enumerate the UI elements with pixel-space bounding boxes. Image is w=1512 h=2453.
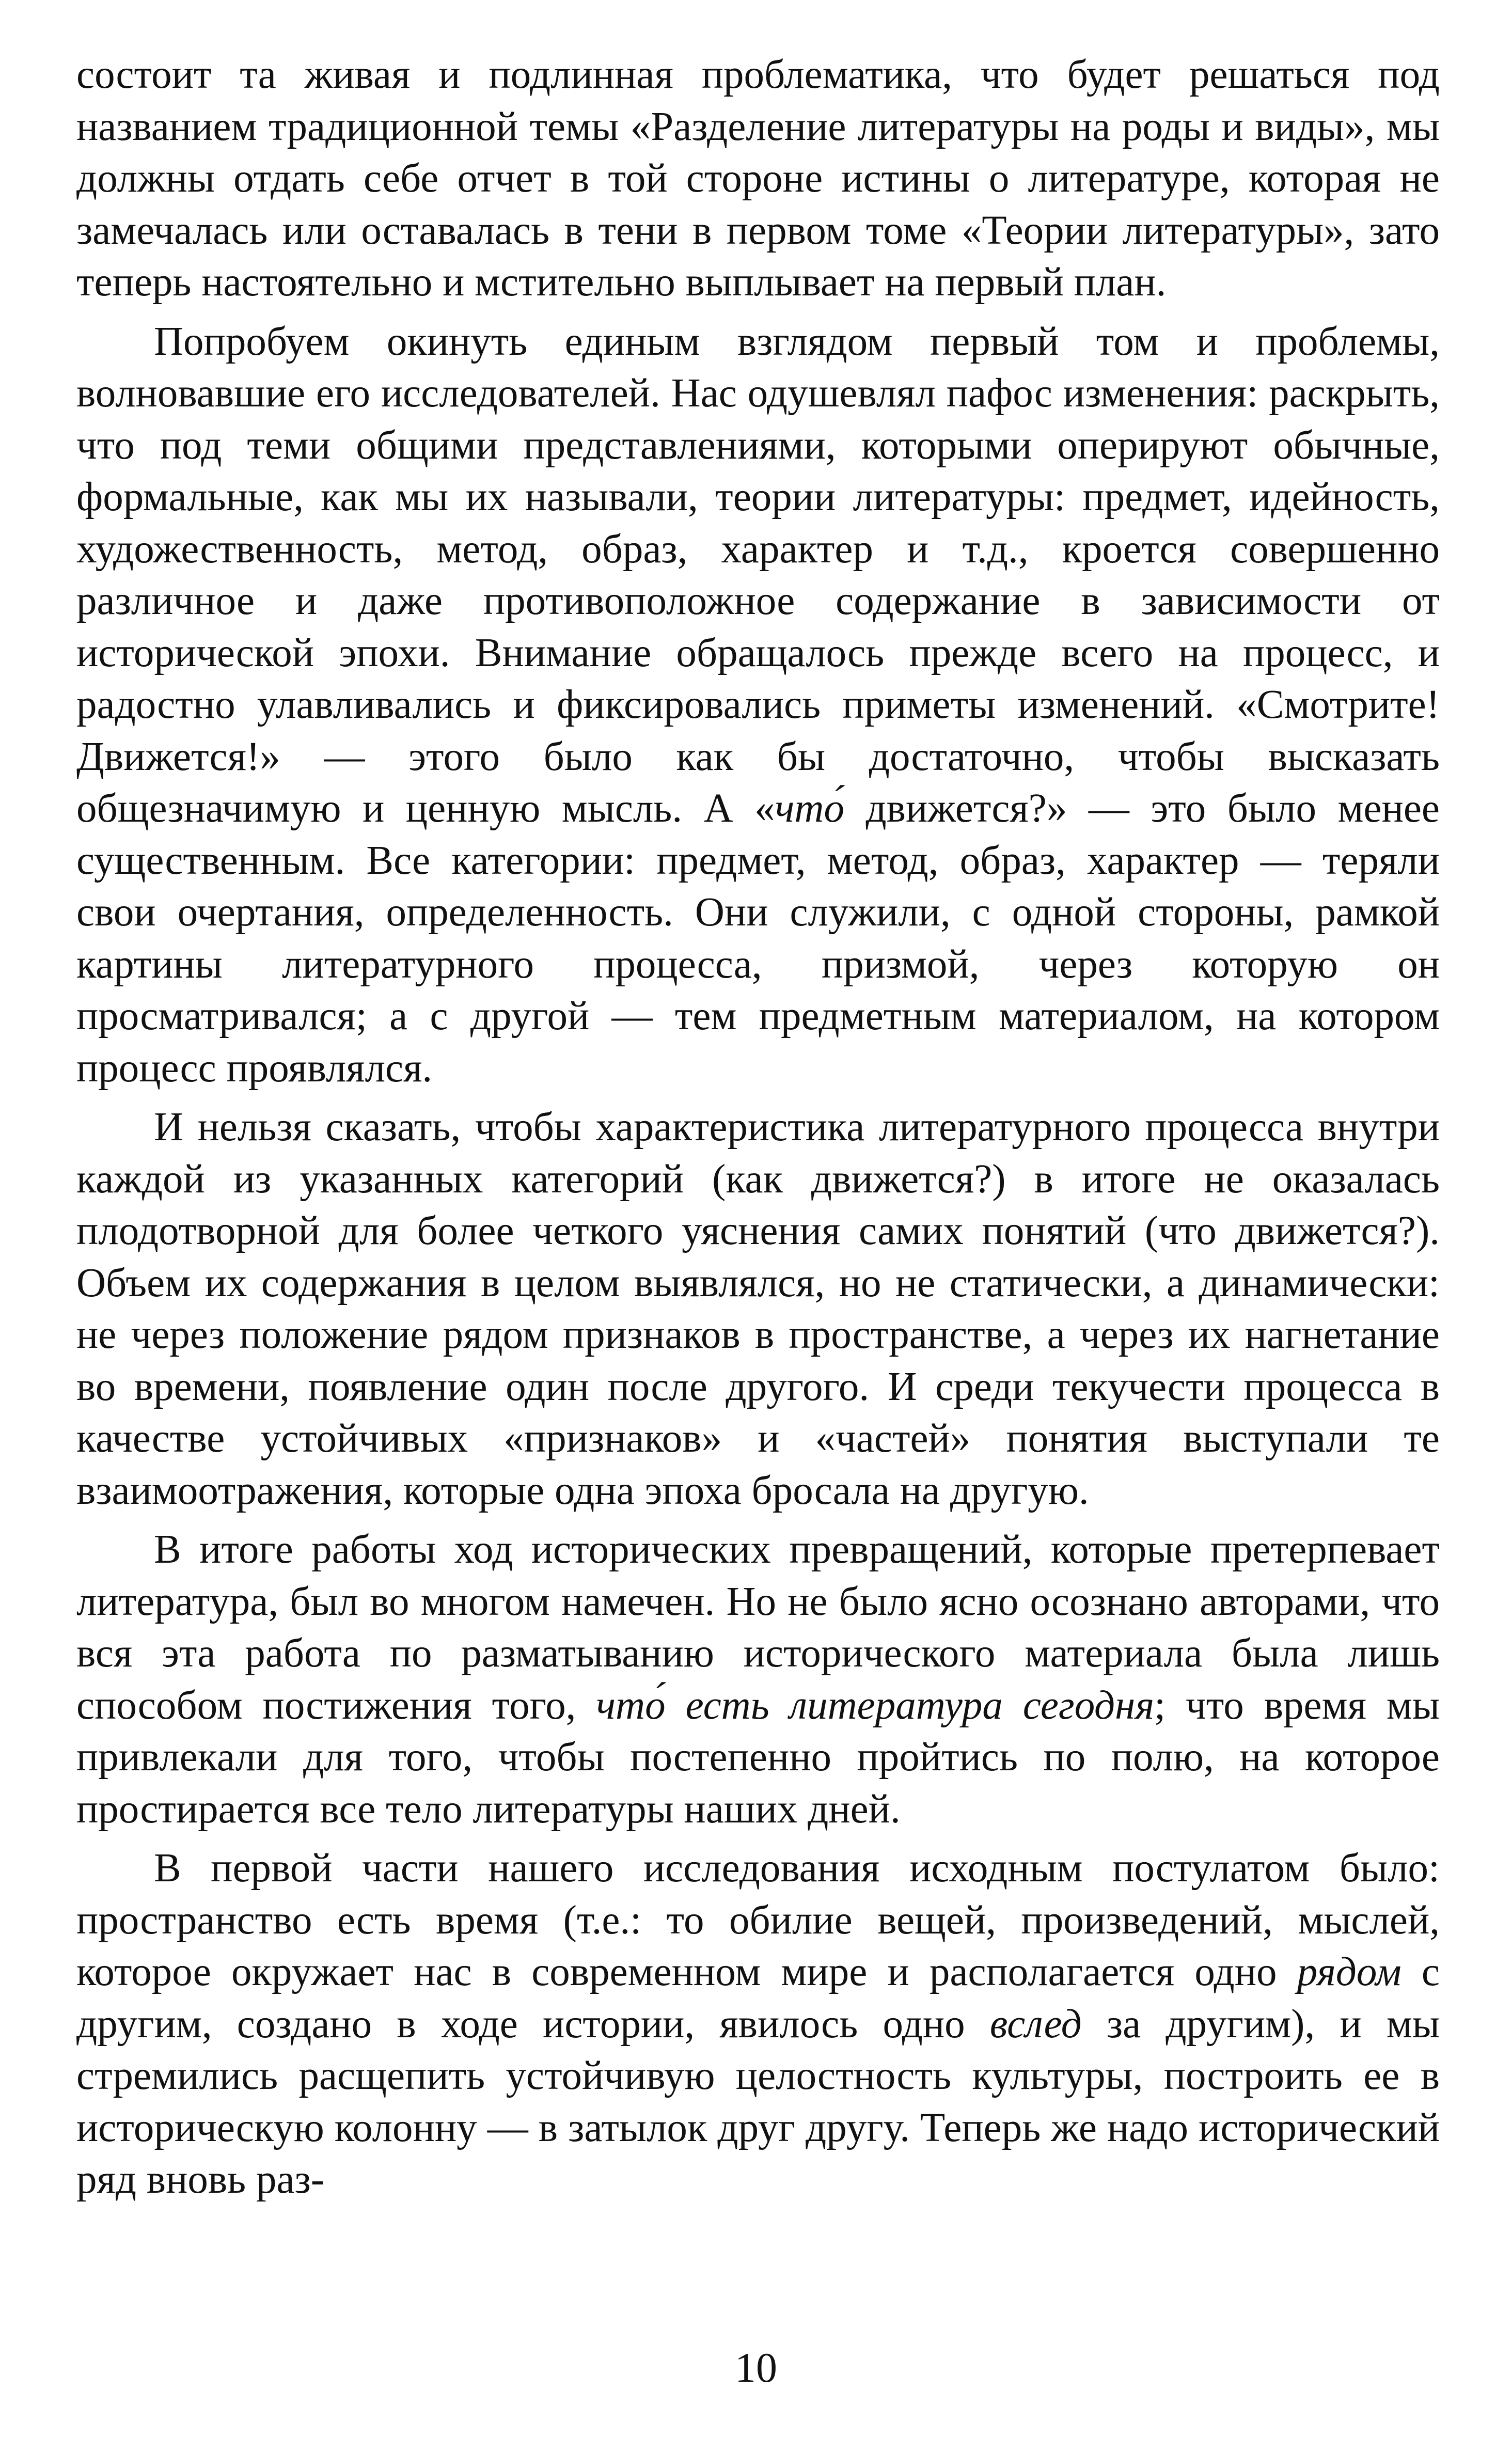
paragraph-1 <box>76 49 1440 309</box>
paragraph-5-italic-ryadom: рядом <box>1297 1949 1401 1994</box>
page-body <box>76 49 1440 2213</box>
paragraph-5-italic-vsled: вслед <box>989 2001 1082 2047</box>
paragraph-4-text-a: В итоге работы ход исторических превращений, которые претерпевает литература, был во многом намечен. Но не было ясно осознано авторами, что вся эта работа по разматыванию исторического материала была лишь способом постижения того, <box>76 1527 1440 1728</box>
paragraph-3-text: И нельзя сказать, чтобы характеристика литературного процесса внутри каждой из указанных категорий (как движется?) в итоге не оказалась плодотворной для более четкого уяснения самих понятий (что движется?). Объем их содержания в целом выявлялся, но не статически, а динамически: не через положение рядом признаков в пространстве, а через их нагнетание во времени, появление один после другого. И среди текучести процесса в качестве устойчивых «признаков» и «частей» понятия выступали те взаимоотражения, которые одна эпоха бросала на другую. <box>76 1105 1440 1513</box>
paragraph-4 <box>76 1524 1440 1835</box>
paragraph-4-text-b: ; что время мы привлекали для того, чтобы постепенно пройтись по полю, на которое простирается все тело литературы наших дней. <box>76 1682 1440 1832</box>
paragraph-5-text-c: за другим), и мы стремились расщепить устойчивую целостность культуры, построить ее в историческую колонну — в затылок друг другу. Теперь же надо исторический ряд вновь раз- <box>76 2001 1440 2202</box>
paragraph-2-text-a: Попробуем окинуть единым взглядом первый том и проблемы, волновавшие его исследователей. Нас одушевлял пафос изменения: раскрыть, что под теми общими представлениями, которыми оперируют обычные, формальные, как мы их называли, теории литературы: предмет, идейность, художественность, метод, образ, характер и т.д., кроется совершенно различное и даже противоположное содержание в зависимости от исторической эпохи. Внимание обращалось прежде всего на процесс, и радостно улавливались и фиксировались приметы изменений. «Смотрите! Движется!» — этого было как бы достаточно, чтобы высказать общезначимую и ценную мысль. А « <box>76 319 1440 831</box>
paragraph-5-text-a: В первой части нашего исследования исходным постулатом было: пространство есть время (т.е.: то обилие вещей, произведений, мыслей, которое окружает нас в современном мире и располагается одно <box>76 1846 1440 1994</box>
paragraph-3 <box>76 1102 1440 1517</box>
paragraph-1-text: состоит та живая и подлинная проблематика, что будет решаться под названием традиционной темы «Разделение литературы на роды и виды», мы должны отдать себе отчет в той стороне истины о литературе, которая не замечалась или оставалась в тени в первом томе «Теории литературы», зато теперь настоятельно и мстительно выплывает на первый план. <box>76 52 1440 305</box>
paragraph-5-text-b: с другим, создано в ходе истории, явилось одно <box>76 1949 1440 2047</box>
page-number: 10 <box>735 2344 777 2391</box>
paragraph-2-italic-chto: что́ <box>775 786 844 831</box>
paragraph-2 <box>76 316 1440 1095</box>
paragraph-5 <box>76 1843 1440 2206</box>
paragraph-4-italic-phrase: что́ есть литература сегодня <box>596 1682 1155 1728</box>
paragraph-2-text-b: движется?» — это было менее существенным. Все категории: предмет, метод, образ, характер — теряли свои очертания, определенность. Они служили, с одной стороны, рамкой картины литературного процесса, призмой, через которую он просматривался; а с другой — тем предметным материалом, на котором процесс проявлялся. <box>76 786 1440 1091</box>
